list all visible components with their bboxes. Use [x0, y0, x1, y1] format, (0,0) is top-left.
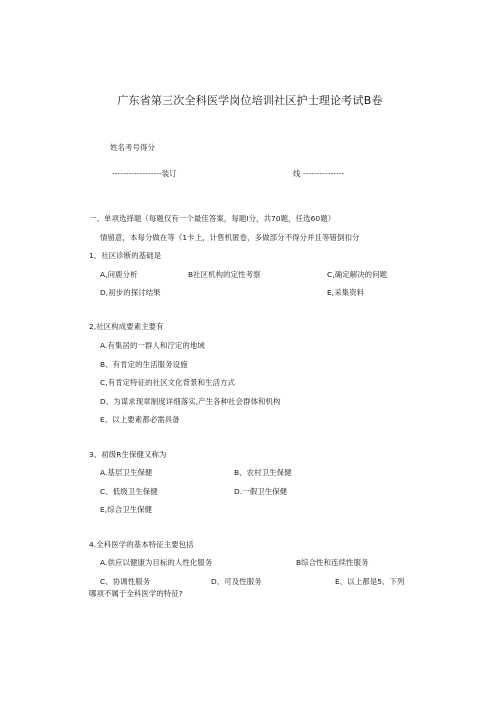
question-3-option-d: D.一假卫生保健: [234, 487, 288, 496]
section-heading: 一、单项选择题（每题仅有一个最佳答案，每题Ⅰ分，共70题，任选60题）: [89, 214, 336, 223]
question-4-option-d: D、可及性服务: [211, 577, 262, 586]
question-4-option-e: E、以上都是5、下列: [335, 577, 405, 586]
instructions: 情留意，本每分做在等《1卡上，计售机匿卷，多做部分不得分并且等错倒扣分: [100, 233, 360, 242]
question-3-option-e: E,综合卫生保健: [100, 505, 153, 514]
question-3-option-b: B、农村卫生保健: [234, 468, 292, 477]
question-3-option-c: C、低级卫生保健: [100, 487, 158, 496]
question-2-option-e: E、以上要素都必需具备: [100, 415, 180, 424]
question-5-stem-continuation: 哪项不属于全科医学的特征?: [89, 589, 183, 598]
question-1-option-e: E,采集资料: [327, 288, 365, 297]
question-3-option-a: A.基层卫生保健: [100, 468, 153, 477]
question-4-stem: 4.全科医学的基本特征主要包括: [89, 540, 194, 549]
binding-line-left: ------------------装订: [112, 169, 177, 178]
question-2-option-b: B、有肯定的生活服务设施: [100, 360, 188, 369]
binding-line-right: 线 ---------------: [293, 169, 345, 178]
question-4-option-b: B综合性和连续性服务: [296, 558, 369, 567]
question-3-stem: 3、初级R生保健又称为: [89, 450, 167, 459]
candidate-info-line: 姓名考号得分: [110, 143, 155, 152]
question-2-option-c: C,有肯定特征的社区文化背景和生活方式: [100, 378, 236, 387]
question-1-option-d: D,初步的探讨结果: [100, 288, 161, 297]
exam-title: 广东省第三次全科医学岗位培训社区护士理论考试B卷: [117, 94, 383, 107]
question-1-option-a: A,问鹿分析: [100, 270, 138, 279]
question-4-option-a: A.供应以健康为目标的人性化服务: [100, 558, 213, 567]
question-2-option-d: D、为谋求现章制度详细落实,产生各种社会群体和机构: [100, 397, 281, 406]
question-2-option-a: A.有集居的一群人和泞定的地域: [100, 341, 205, 350]
question-4-option-c: C、协调性服务: [100, 577, 151, 586]
question-2-stem: 2,社区构成要素主要有: [89, 322, 164, 331]
question-1-stem: 1、社区诊断的基础是: [89, 251, 162, 260]
question-1-option-c: C,确定解决的问题: [327, 270, 388, 279]
question-1-option-b: B社区机构的定性考察: [188, 270, 261, 279]
